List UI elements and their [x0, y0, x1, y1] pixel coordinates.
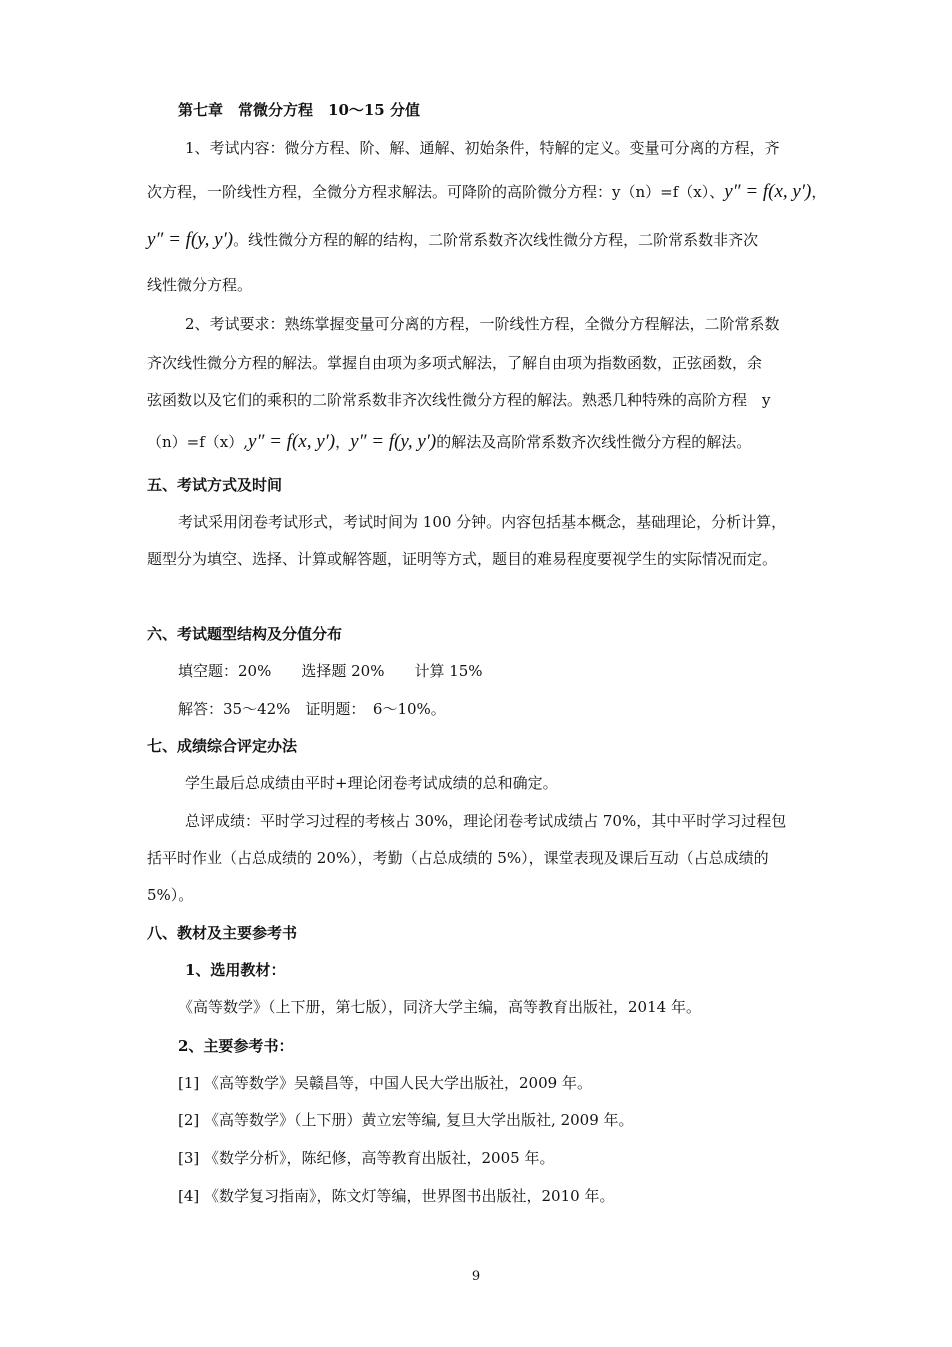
formula-y-yy-2: y″ = f(y, y′) [350, 431, 437, 452]
reference-item: [2] 《高等数学》（上下册）黄立宏等编, 复旦大学出版社, 2009 年。 [178, 1111, 634, 1129]
references-subheading: 2、主要参考书： [178, 1037, 294, 1055]
section-7-line-2: 总评成绩：平时学习过程的考核占 30%，理论闭卷考试成绩占 70%，其中平时学习过程包 [185, 812, 787, 830]
content-text-2: 次方程，一阶线性方程，全微分方程求解法。可降阶的高阶微分方程：y（n）=f（x）、 [147, 183, 725, 201]
formula-y-yy: y″ = f(y, y′) [147, 229, 234, 250]
textbook-entry: 《高等数学》（上下册，第七版），同济大学主编，高等教育出版社，2014 年。 [178, 998, 701, 1016]
reference-item: [1] 《高等数学》吴赣昌等，中国人民大学出版社，2009 年。 [178, 1074, 592, 1092]
reference-item: [3] 《数学分析》，陈纪修，高等教育出版社，2005 年。 [178, 1149, 555, 1167]
req-text-4c: 的解法及高阶常系数齐次线性微分方程的解法。 [436, 433, 752, 451]
exam-content-line-4: 线性微分方程。 [147, 276, 253, 294]
formula-y-xy-2: y″ = f(x, y′) [248, 431, 336, 452]
req-label: 2、考试要求： [185, 315, 285, 333]
exam-req-line-1 [185, 314, 842, 334]
content-text-3: 。线性微分方程的解的结构，二阶常系数齐次线性微分方程，二阶常系数非齐次 [233, 231, 759, 249]
section-5-line-2: 题型分为填空、选择、计算或解答题，证明等方式，题目的难易程度要视学生的实际情况而定。 [147, 550, 778, 568]
section-6-line-1: 填空题：20% 选择题 20% 计算 15% [178, 662, 483, 680]
exam-content-line-1 [185, 138, 842, 158]
reference-item: [4] 《数学复习指南》，陈文灯等编，世界图书出版社，2010 年。 [178, 1187, 615, 1205]
content-text-1: 微分方程、阶、解、通解、初始条件，特解的定义。变量可分离的方程，齐 [284, 139, 780, 157]
chapter-title: 第七章 常微分方程 10～15 分值 [178, 101, 420, 119]
formula-separator-2: ， [335, 433, 351, 451]
req-text-4a: （n）=f（x）, [147, 433, 249, 451]
textbook-subheading: 1、选用教材： [185, 961, 286, 979]
section-5-line-1: 考试采用闭卷考试形式，考试时间为 100 分钟。内容包括基本概念，基础理论，分析计算， [178, 513, 787, 531]
section-8-heading: 八、教材及主要参考书 [147, 924, 298, 942]
content-label: 1、考试内容： [185, 139, 285, 157]
section-7-line-3: 括平时作业（占总成绩的 20%），考勤（占总成绩的 5%），课堂表现及课后互动（占总成绩的 [147, 849, 769, 867]
section-6-heading: 六、考试题型结构及分值分布 [147, 625, 343, 643]
section-7-line-1: 学生最后总成绩由平时+理论闭卷考试成绩的总和确定。 [185, 774, 558, 792]
section-5-heading: 五、考试方式及时间 [147, 476, 283, 494]
formula-separator: ， [811, 183, 827, 201]
req-text-1: 熟练掌握变量可分离的方程，一阶线性方程，全微分方程解法，二阶常系数 [284, 315, 780, 333]
exam-req-line-3: 弦函数以及它们的乘积的二阶常系数非齐次线性微分方程的解法。熟悉几种特殊的高阶方程 y [147, 391, 771, 409]
section-7-heading: 七、成绩综合评定办法 [147, 737, 298, 755]
page-number: 9 [471, 1269, 481, 1284]
exam-req-line-4 [147, 432, 842, 452]
section-6-line-2: 解答：35～42% 证明题： 6～10%。 [178, 700, 446, 718]
exam-content-line-2 [147, 182, 842, 202]
section-7-line-4: 5%）。 [147, 886, 194, 904]
exam-content-line-3 [147, 230, 842, 250]
exam-req-line-2: 齐次线性微分方程的解法。掌握自由项为多项式解法，了解自由项为指数函数，正弦函数，余 [147, 354, 763, 372]
formula-y-xy: y″ = f(x, y′) [724, 181, 812, 202]
